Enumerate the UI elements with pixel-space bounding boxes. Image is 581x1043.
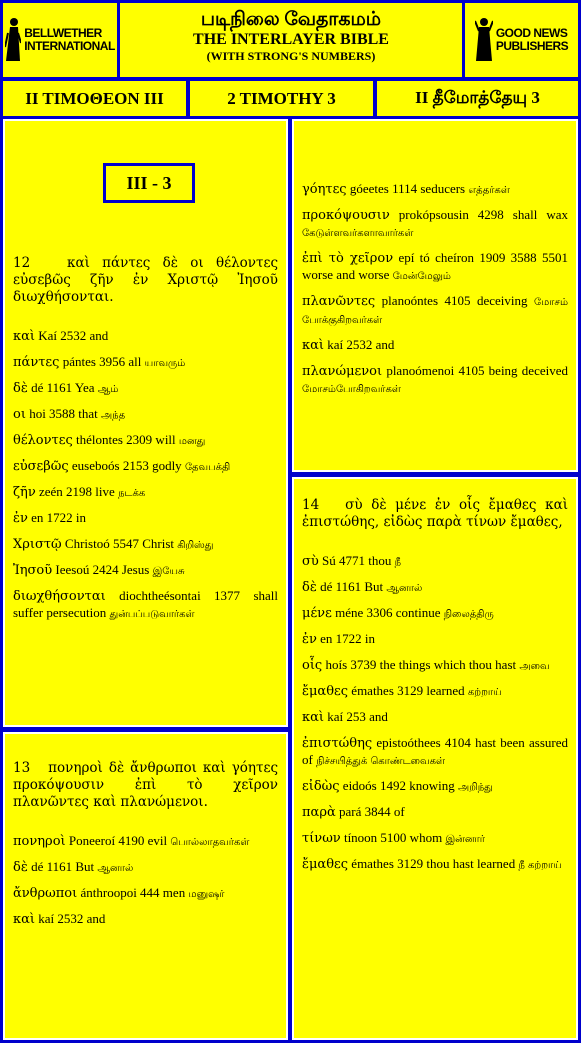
entry-gloss: planoómenoi 4105 being deceived — [382, 363, 568, 378]
entry-greek: καὶ — [302, 710, 325, 725]
entry-greek: θέλοντες — [13, 433, 73, 448]
book-title-english: 2 TIMOTHY 3 — [227, 88, 336, 108]
entry-greek: δὲ — [13, 381, 28, 396]
entry-tamil: மனது — [178, 436, 206, 447]
entry-greek: σὺ — [302, 554, 319, 569]
entry-greek: οἷς — [302, 658, 323, 673]
entry-tamil: கிறிஸ்து — [177, 540, 214, 551]
entry-greek: διωχθήσονται — [13, 589, 106, 604]
title-box — [120, 3, 462, 77]
entry-gloss: pará 3844 of — [335, 804, 405, 819]
verse-number: 14 — [302, 497, 320, 513]
entry-tamil: பொல்லாதவர்கள் — [170, 837, 250, 848]
book-header-tamil — [377, 81, 578, 116]
verse-number: 13 — [13, 760, 31, 776]
right-panel-border-top — [292, 119, 578, 472]
entry-greek: Χριστῷ — [13, 537, 62, 552]
entry-greek: ἔμαθες — [302, 684, 349, 699]
entry-gloss: dé 1161 But — [27, 859, 98, 874]
book-header-english — [190, 81, 373, 116]
verse-number: 12 — [13, 255, 31, 271]
bellwether-figure-icon — [5, 17, 21, 63]
entry-tamil: ஆம் — [97, 384, 119, 395]
entry-greek: δὲ — [13, 860, 28, 875]
entry-greek: μένε — [302, 606, 332, 621]
entry-gloss: kaí 2532 and — [324, 337, 395, 352]
entry-tamil: எத்தர்கள் — [468, 185, 510, 196]
right-panel-border-bottom — [292, 477, 578, 1040]
entry-greek: παρὰ — [302, 805, 336, 820]
entry-tamil: இன்னார் — [445, 834, 486, 845]
entry-gloss: émathes 3129 thou hast learned — [348, 856, 519, 871]
entry-tamil: நீ கற்றாய் — [518, 860, 562, 871]
entry-greek: ζῆν — [13, 485, 36, 500]
entry-gloss: ánthroopoi 444 men — [77, 885, 189, 900]
entry-greek: καὶ — [13, 912, 36, 927]
entry-gloss: émathes 3129 learned — [348, 683, 468, 698]
entry-tamil: மோசம்போகிறவர்கள் — [302, 384, 401, 395]
entry-tamil: மேன்மேலும் — [392, 271, 451, 282]
entry-greek: πάντες — [13, 355, 60, 370]
entry-tamil: கேடுள்ளவர்களாவார்கள் — [302, 228, 414, 239]
entry-tamil: அறிந்து — [458, 782, 493, 793]
right-logo-box — [465, 3, 578, 77]
entry-tamil: துன்பப்படுவார்கள் — [109, 609, 195, 620]
entry-greek: πλανώμενοι — [302, 364, 383, 379]
entry-gloss: pántes 3956 all — [59, 354, 145, 369]
entry-greek: δὲ — [302, 580, 317, 595]
entry-greek: προκόψουσιν — [302, 208, 390, 223]
entry-tamil: நடக்க — [118, 488, 146, 499]
entry-gloss: en 1722 in — [316, 631, 376, 646]
right-logo — [465, 3, 578, 77]
entry-tamil: தேவபக்தி — [184, 462, 231, 473]
right-logo-line2: PUBLISHERS — [495, 39, 569, 53]
verse-greek: καὶ πάντες δὲ οι θέλοντες εὐσεβῶς ζῆν ἐν Χριστῷ Ἰησοῦ διωχθήσονται. — [13, 255, 279, 305]
entry-greek: εὐσεβῶς — [13, 459, 69, 474]
entry-gloss: Kaí 2532 and — [35, 328, 109, 343]
verse-greek: πονηροὶ δὲ ἄνθρωποι καὶ γόητες προκόψουσιν ἐπὶ τὸ χεῖρον πλανῶντες καὶ πλανώμενοι. — [13, 760, 278, 810]
left-logo-line1: BELLWETHER — [24, 26, 102, 40]
entry-greek: ἐπιστώθης — [302, 736, 373, 751]
entry-gloss: dé 1161 Yea — [27, 380, 98, 395]
entry-tamil: அவை — [519, 661, 550, 672]
entry-greek: Ἰησοῦ — [13, 563, 53, 578]
entry-gloss: zeén 2198 live — [35, 484, 119, 499]
entry-gloss: Sú 4771 thou — [318, 553, 395, 568]
left-logo-box — [3, 3, 117, 77]
entry-greek: πλανῶντες — [302, 294, 376, 309]
subtitle: (WITH STRONG'S NUMBERS) — [206, 49, 376, 63]
entry-tamil: நீ — [394, 557, 402, 568]
title-english: THE INTERLAYER BIBLE — [193, 31, 389, 48]
entry-greek: ἐπὶ τὸ χεῖρον — [302, 251, 394, 266]
entry-gloss: góeetes 1114 seducers — [346, 181, 469, 196]
verse-greek: σὺ δὲ μένε ἐν οἷς ἔμαθες καὶ ἐπιστώθης, εἰδὼς παρὰ τίνων ἔμαθες, — [302, 497, 568, 530]
entry-tamil: ஆனால் — [386, 583, 423, 594]
entry-greek: καὶ — [13, 329, 36, 344]
entry-tamil: மனுஷர் — [188, 889, 225, 900]
entry-tamil: நிச்சயித்துக் கொண்டவைகள் — [316, 756, 446, 767]
entry-gloss: en 1722 in — [27, 510, 87, 525]
entry-tamil: யாவரும் — [144, 358, 186, 369]
entry-greek: καὶ — [302, 338, 325, 353]
entry-gloss: kaí 2532 and — [35, 911, 106, 926]
entry-gloss: hoís 3739 the things which thou hast — [322, 657, 520, 672]
entry-greek: γόητες — [302, 182, 347, 197]
entry-gloss: tínoon 5100 whom — [340, 830, 446, 845]
entry-gloss: kaí 253 and — [324, 709, 388, 724]
entry-gloss: Christoó 5547 Christ — [61, 536, 178, 551]
entry-gloss: hoi 3588 that — [25, 406, 102, 421]
entry-gloss: planoóntes 4105 deceiving — [375, 293, 535, 308]
entry-gloss: eidoós 1492 knowing — [339, 778, 458, 793]
entry-greek: εἰδὼς — [302, 779, 340, 794]
entry-gloss: epí tó cheíron 1909 3588 5501 worse and worse — [302, 250, 568, 282]
entry-greek: τίνων — [302, 831, 341, 846]
entry-gloss: diochtheésontai 1377 shall suffer persecution — [13, 588, 278, 620]
chapter-label: III - 3 — [103, 163, 195, 203]
entry-gloss: epistoóthees 4104 hast been assured of — [302, 735, 568, 767]
entry-tamil: ஆனால் — [97, 863, 134, 874]
entry-gloss: dé 1161 But — [316, 579, 387, 594]
entry-greek: ἐν — [302, 632, 317, 647]
entry-gloss: méne 3306 continue — [331, 605, 444, 620]
entry-greek: ἔμαθες — [302, 857, 349, 872]
good-news-figure-icon — [475, 17, 493, 63]
right-logo-line1: GOOD NEWS — [495, 26, 568, 40]
entry-greek: πονηροὶ — [13, 834, 66, 849]
entry-gloss: Ieesoú 2424 Jesus — [52, 562, 153, 577]
left-logo — [3, 3, 117, 77]
entry-tamil: கற்றாய் — [467, 687, 502, 698]
entry-greek: ἄνθρωποι — [13, 886, 78, 901]
entry-tamil: இயேசு — [152, 566, 185, 577]
book-header-greek — [3, 81, 186, 116]
entry-tamil: அந்த — [101, 410, 126, 421]
entry-greek: ἐν — [13, 511, 28, 526]
book-title-greek: II TIMOΘEON III — [25, 88, 164, 108]
entry-tamil: மோசம் போக்குகிறவர்கள் — [302, 297, 568, 326]
left-panel-border-bottom — [3, 732, 288, 1040]
entry-gloss: euseboós 2153 godly — [68, 458, 185, 473]
title-tamil: படிநிலை வேதாகமம் — [200, 9, 382, 30]
entry-gloss: thélontes 2309 will — [72, 432, 179, 447]
entry-gloss: prokópsousin 4298 shall wax — [389, 207, 568, 222]
entry-gloss: Poneeroí 4190 evil — [65, 833, 171, 848]
entry-greek: οι — [13, 407, 26, 422]
book-title-tamil: II தீமோத்தேயு 3 — [415, 87, 540, 107]
left-panel-border-top — [3, 119, 288, 727]
left-logo-line2: INTERNATIONAL — [24, 39, 115, 53]
entry-tamil: நிலைத்திரு — [443, 609, 494, 620]
